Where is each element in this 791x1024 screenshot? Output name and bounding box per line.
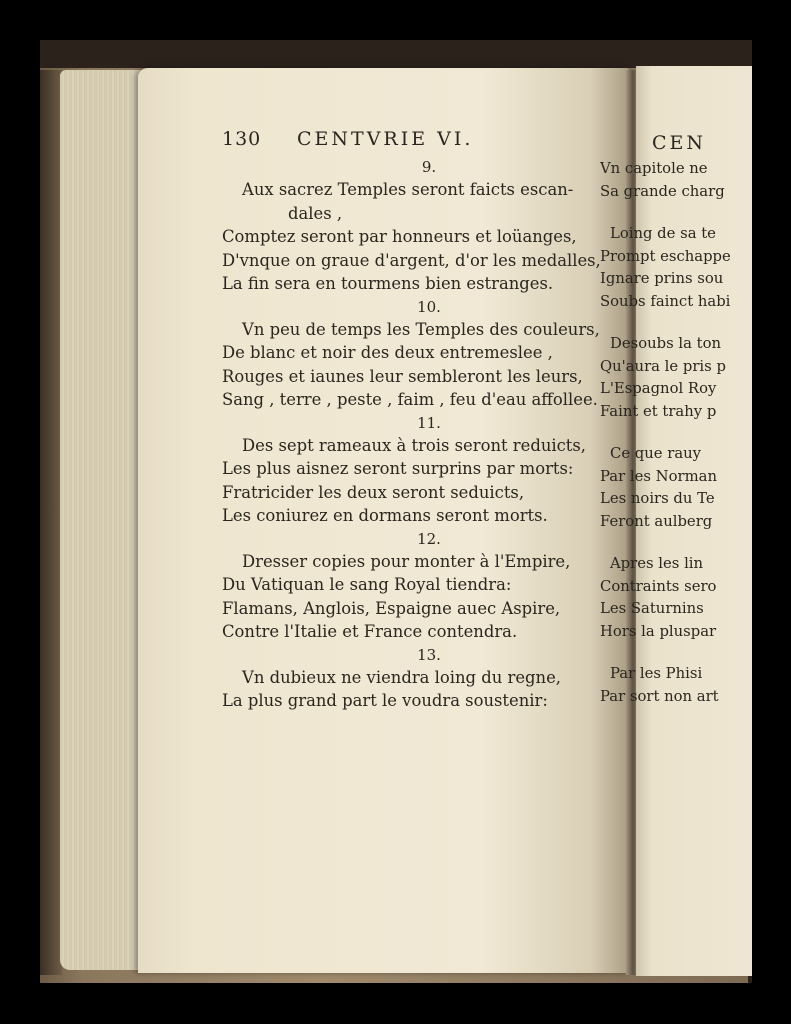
verse-line: Faint et trahy p bbox=[600, 402, 717, 420]
quatrain-13 bbox=[222, 644, 612, 713]
verse-line: D'vnque on graue d'argent, d'or les medalles, bbox=[222, 250, 601, 270]
right-group bbox=[600, 333, 760, 423]
verse-line: Dresser copies pour monter à l'Empire, bbox=[242, 551, 571, 571]
verse-line: Ignare prins sou bbox=[600, 270, 724, 287]
verse-line: Des sept rameaux à trois seront reduicts, bbox=[242, 435, 587, 455]
spine-shadow bbox=[40, 70, 62, 975]
quatrain-11 bbox=[222, 412, 612, 528]
verse-line: Les Saturnins bbox=[600, 600, 704, 617]
verse-line: Vn peu de temps les Temples des couleurs, bbox=[242, 319, 600, 339]
verse-line: Soubs fainct habi bbox=[600, 292, 731, 310]
verse-line: Par les Phisi bbox=[610, 665, 703, 682]
verse-line: Flamans, Anglois, Espaigne auec Aspire, bbox=[222, 598, 561, 618]
verse-line: Apres les lin bbox=[610, 555, 704, 572]
verse-line: Fratricider les deux seront seduicts, bbox=[222, 482, 525, 502]
verse-line: Contraints sero bbox=[600, 577, 717, 595]
verse-line: Sa grande charg bbox=[600, 182, 725, 200]
quatrain-12 bbox=[222, 528, 612, 644]
verse-line: Desoubs la ton bbox=[610, 335, 722, 352]
verse-line: Qu'aura le pris p bbox=[600, 357, 726, 375]
verse-line: Les plus aisnez seront surprins par morts: bbox=[222, 459, 574, 478]
verse-line: Aux sacrez Temples seront faicts escan- bbox=[242, 180, 574, 199]
verse-line: Sang , terre , peste , faim , feu d'eau affollee. bbox=[222, 390, 598, 409]
verse-line: Vn dubieux ne viendra loing du regne, bbox=[242, 667, 561, 687]
running-title: CENTVRIE VI. bbox=[297, 128, 474, 150]
verse-line: Hors la pluspar bbox=[600, 622, 717, 640]
verse-line: Les coniurez en dormans seront morts. bbox=[222, 506, 548, 525]
quatrain-number: 13. bbox=[417, 645, 441, 664]
verse-line: Feront aulberg bbox=[600, 512, 713, 530]
verse-line: Vn capitole ne bbox=[600, 160, 708, 177]
verse-line: La fin sera en tourmens bien estranges. bbox=[222, 274, 554, 293]
verse-line: De blanc et noir des deux entremeslee , bbox=[222, 343, 553, 362]
right-running-title: CEN bbox=[652, 132, 707, 154]
verse-line: Rouges et iaunes leur sembleront les leurs, bbox=[222, 366, 583, 386]
verse-line: Contre l'Italie et France contendra. bbox=[222, 622, 518, 641]
right-group bbox=[600, 663, 760, 708]
verse-line: Prompt eschappe bbox=[600, 247, 731, 265]
quatrain-10 bbox=[222, 296, 612, 412]
verse-line: dales , bbox=[288, 203, 343, 223]
quatrain-number: 11. bbox=[417, 413, 441, 432]
right-group bbox=[600, 553, 760, 643]
quatrain-9 bbox=[222, 156, 612, 296]
right-group bbox=[600, 158, 760, 203]
right-group bbox=[600, 443, 760, 533]
verse-line: Les noirs du Te bbox=[600, 490, 715, 507]
verse-line: La plus grand part le voudra soustenir: bbox=[222, 691, 548, 710]
page-header bbox=[222, 128, 612, 156]
right-page-text bbox=[600, 128, 760, 708]
quatrain-number: 10. bbox=[417, 297, 441, 316]
quatrain-number: 12. bbox=[417, 529, 441, 548]
left-page-text bbox=[222, 128, 612, 713]
verse-line: Ce que rauy bbox=[610, 445, 702, 462]
verse-line: Loing de sa te bbox=[610, 225, 716, 242]
verse-line: L'Espagnol Roy bbox=[600, 380, 717, 397]
black-border bbox=[752, 40, 791, 983]
page-number: 130 bbox=[222, 128, 262, 150]
verse-line: Par sort non art bbox=[600, 687, 719, 705]
quatrain-number: 9. bbox=[421, 158, 437, 176]
verse-line: Comptez seront par honneurs et loüanges, bbox=[222, 227, 577, 246]
verse-line: Du Vatiquan le sang Royal tiendra: bbox=[222, 575, 512, 594]
verse-line: Par les Norman bbox=[600, 467, 717, 485]
right-group bbox=[600, 223, 760, 313]
